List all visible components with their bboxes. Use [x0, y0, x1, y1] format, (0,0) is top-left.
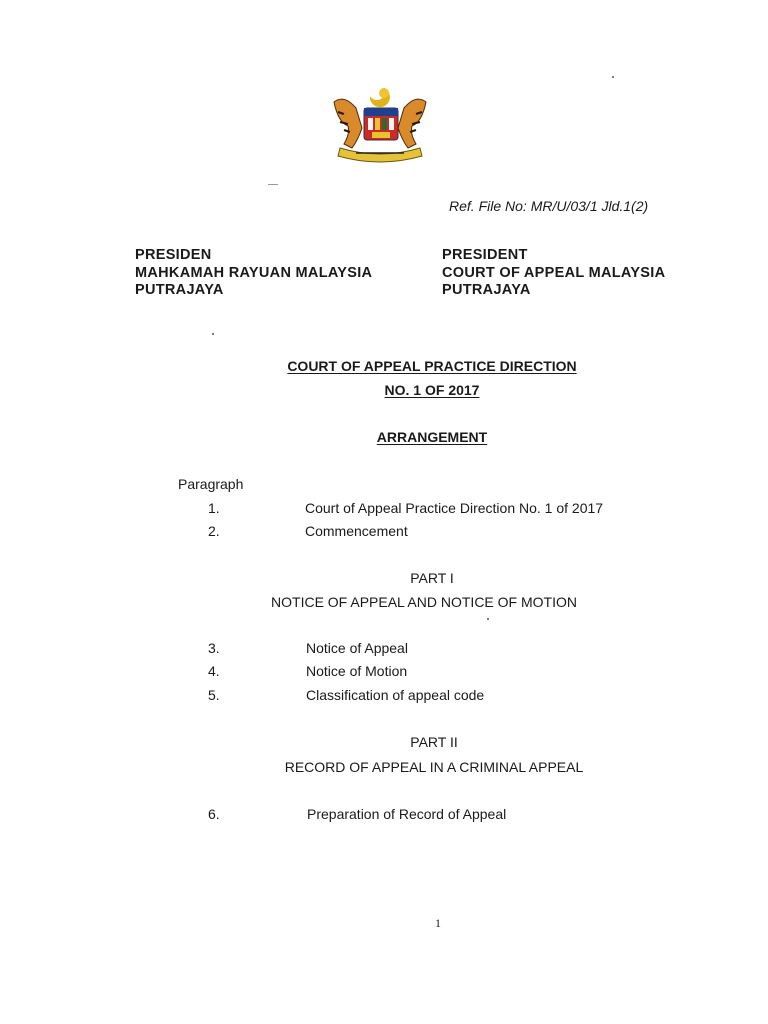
list-item-label: Notice of Appeal: [306, 640, 408, 656]
address-english-line: PUTRAJAYA: [442, 282, 531, 298]
address-malay-line: PRESIDEN: [135, 247, 212, 263]
document-title: [48, 358, 768, 374]
arrangement-heading: [48, 429, 768, 445]
address-english-line: COURT OF APPEAL MALAYSIA: [442, 264, 666, 281]
scan-speck: [487, 618, 489, 620]
page-number: 1: [435, 916, 441, 930]
scan-speck: [268, 184, 278, 185]
document-title-text: COURT OF APPEAL PRACTICE DIRECTION: [287, 358, 577, 374]
list-item-number: 4.: [208, 663, 220, 679]
address-english-line: PRESIDENT: [442, 247, 528, 263]
scan-speck: [612, 76, 614, 78]
list-item-label: Commencement: [305, 523, 408, 539]
list-item-label: Notice of Motion: [306, 663, 408, 679]
list-item-number: 3.: [208, 640, 220, 656]
reference-file-number: Ref. File No: MR/U/03/1 Jld.1(2): [449, 198, 649, 214]
list-item-number: 2.: [208, 523, 220, 539]
list-item-number: 5.: [208, 687, 220, 703]
part-2-heading: PART II: [410, 734, 458, 750]
crest-graphic: [326, 82, 434, 164]
document-number: [48, 382, 768, 398]
address-malay-line: MAHKAMAH RAYUAN MALAYSIA: [135, 264, 373, 281]
arrangement-heading-text: ARRANGEMENT: [376, 429, 488, 445]
address-english: [442, 247, 665, 300]
list-item-number: 6.: [208, 806, 220, 822]
address-malay: [135, 247, 372, 300]
part-1-heading: PART I: [410, 570, 454, 586]
part-2-subheading: RECORD OF APPEAL IN A CRIMINAL APPEAL: [284, 759, 584, 775]
document-number-text: NO. 1 OF 2017: [384, 382, 480, 398]
paragraph-label: Paragraph: [178, 476, 244, 492]
coat-of-arms-icon: [326, 82, 434, 164]
part-1-subheading: NOTICE OF APPEAL AND NOTICE OF MOTION: [271, 594, 577, 610]
scan-speck: [212, 333, 214, 335]
list-item-label: Preparation of Record of Appeal: [307, 806, 507, 822]
list-item-label: Classification of appeal code: [306, 687, 485, 703]
list-item-number: 1.: [208, 500, 220, 516]
address-malay-line: PUTRAJAYA: [135, 282, 224, 298]
list-item-label: Court of Appeal Practice Direction No. 1 of 2017: [305, 500, 604, 516]
